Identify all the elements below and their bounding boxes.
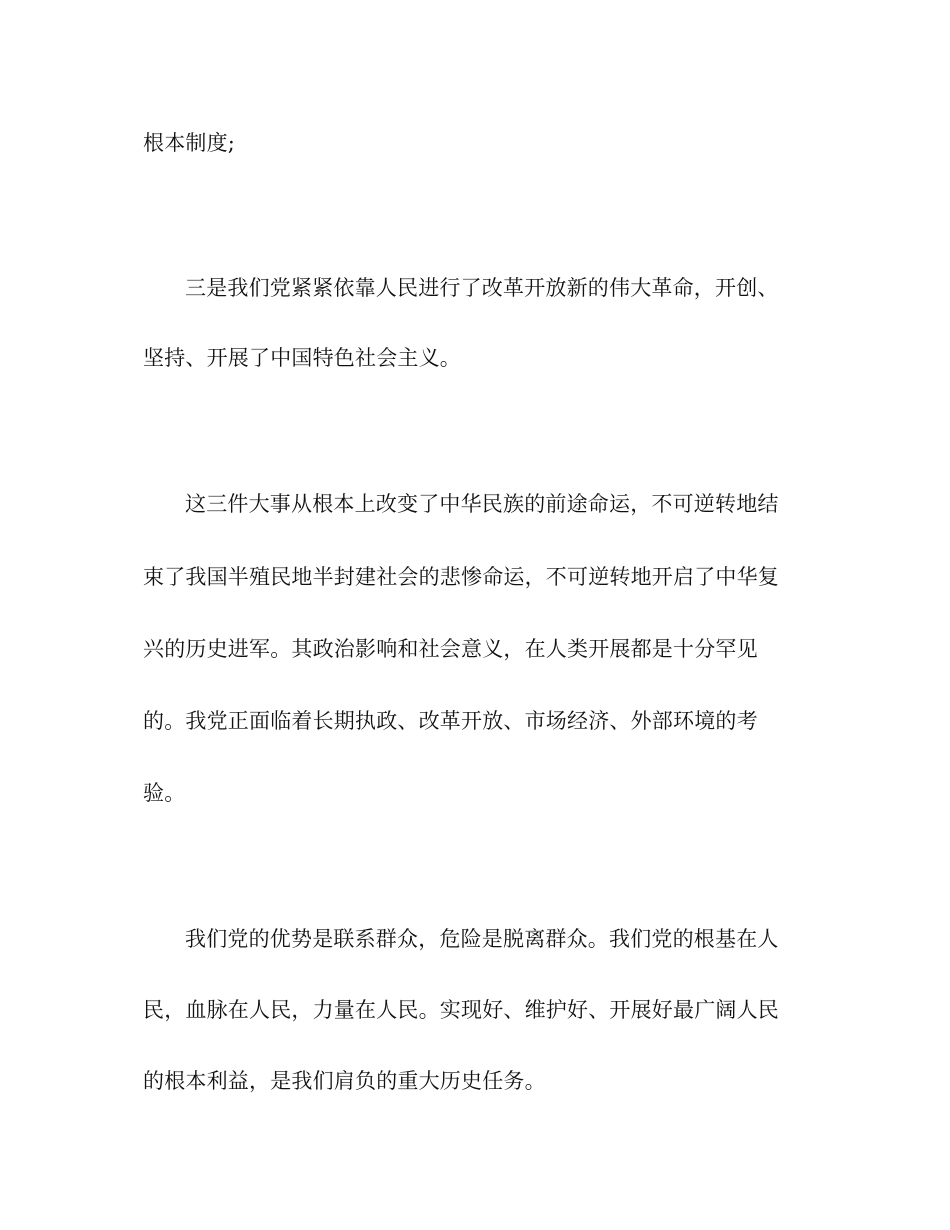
paragraph-3-line-4: 的。我党正面临着长期执政、改革开放、市场经济、外部环境的考	[143, 709, 758, 733]
paragraph-3-line-2: 束了我国半殖民地半封建社会的悲惨命运，不可逆转地开启了中华复	[143, 565, 779, 589]
paragraph-4-line-1: 我们党的优势是联系群众，危险是脱离群众。我们党的根基在人	[185, 927, 779, 951]
paragraph-4-line-3: 的根本利益，是我们肩负的重大历史任务。	[143, 1069, 546, 1093]
paragraph-1-line-1: 根本制度;	[143, 131, 236, 155]
paragraph-4-line-2: 民，血脉在人民，力量在人民。实现好、维护好、开展好最广阔人民	[143, 998, 779, 1022]
paragraph-3-line-5: 验。	[143, 781, 186, 805]
paragraph-2-line-2: 坚持、开展了中国特色社会主义。	[143, 346, 461, 370]
paragraph-2-line-1: 三是我们党紧紧依靠人民进行了改革开放新的伟大革命，开创、	[185, 276, 779, 300]
paragraph-3-line-1: 这三件大事从根本上改变了中华民族的前途命运，不可逆转地结	[185, 492, 779, 516]
paragraph-3-line-3: 兴的历史进军。其政治影响和社会意义，在人类开展都是十分罕见	[143, 637, 758, 661]
